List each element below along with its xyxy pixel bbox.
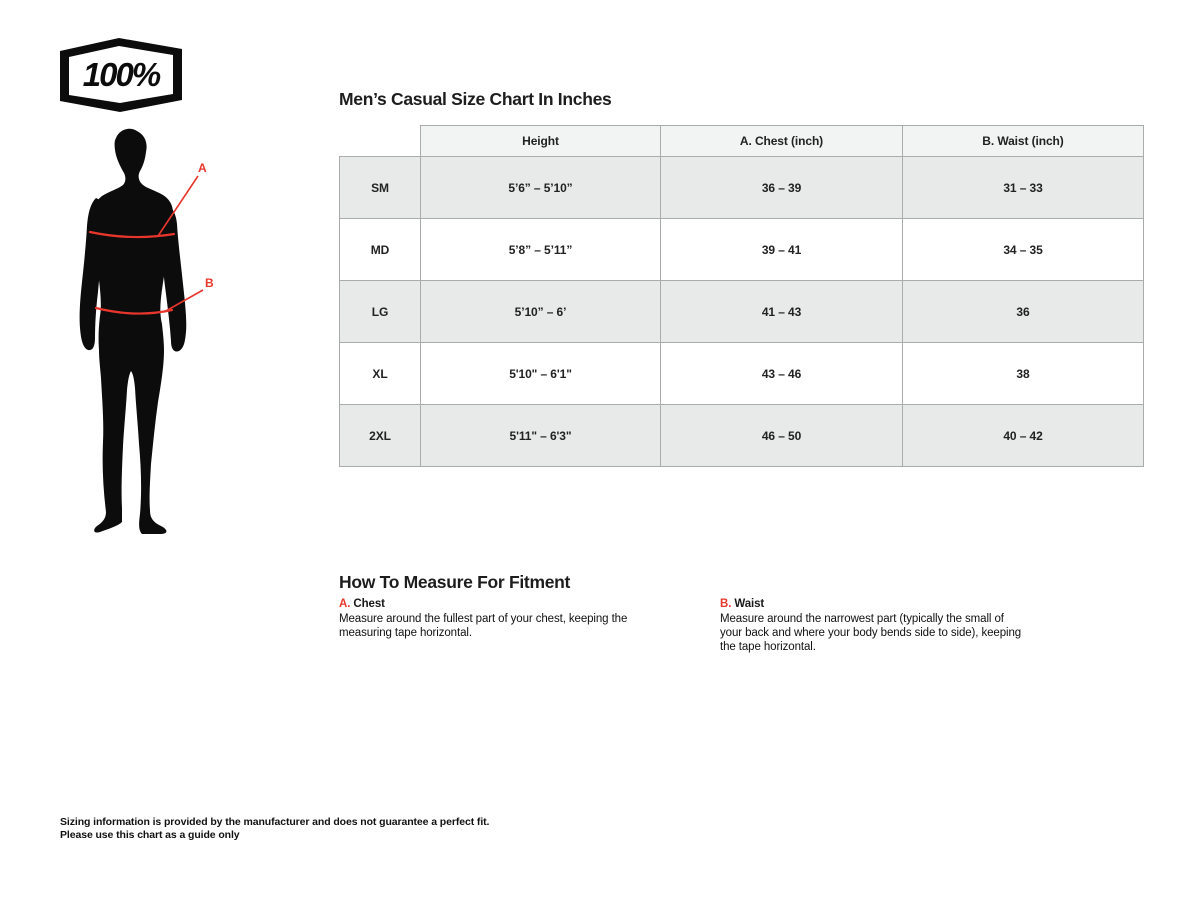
size-label: SM — [340, 157, 421, 219]
measure-item-chest — [339, 598, 639, 640]
column-header-height: Height — [421, 126, 661, 157]
height-value: 5'10" – 6'1" — [421, 343, 661, 405]
size-chart-table — [339, 125, 1144, 467]
column-header-waist: B. Waist (inch) — [903, 126, 1144, 157]
measure-letter-b: B. — [720, 598, 732, 610]
measure-item-chest-label — [339, 598, 639, 610]
logo-text: 100% — [82, 56, 160, 93]
measure-name-chest: Chest — [353, 598, 385, 610]
measure-item-waist — [720, 598, 1025, 654]
chest-value: 46 – 50 — [661, 405, 903, 467]
waist-value: 40 – 42 — [903, 405, 1144, 467]
silhouette-left-arm — [80, 198, 102, 350]
table-row-2xl — [340, 405, 1144, 467]
disclaimer-line-1: Sizing information is provided by the manufacturer and does not guarantee a perfect fit. — [60, 816, 490, 828]
column-header-chest: A. Chest (inch) — [661, 126, 903, 157]
height-value: 5’8” – 5’11” — [421, 219, 661, 281]
blank-header-cell — [340, 126, 421, 157]
measure-item-waist-label — [720, 598, 1025, 610]
size-chart-title: Men’s Casual Size Chart In Inches — [339, 89, 612, 109]
sizing-disclaimer — [60, 816, 520, 842]
height-value: 5’6” – 5’10” — [421, 157, 661, 219]
measure-description-waist: Measure around the narrowest part (typically the small of your back and where your body bends side to side), keeping the tape horizontal. — [720, 613, 1022, 653]
size-label: LG — [340, 281, 421, 343]
measure-letter-a: A. — [339, 598, 351, 610]
waist-value: 36 — [903, 281, 1144, 343]
waist-value: 38 — [903, 343, 1144, 405]
waist-callout-label: B — [205, 276, 214, 290]
size-label: MD — [340, 219, 421, 281]
silhouette-body — [93, 129, 173, 534]
male-silhouette-figure — [58, 128, 218, 548]
size-label: 2XL — [340, 405, 421, 467]
measure-section-title: How To Measure For Fitment — [339, 572, 571, 592]
waist-value: 34 – 35 — [903, 219, 1144, 281]
waist-value: 31 – 33 — [903, 157, 1144, 219]
chest-value: 41 – 43 — [661, 281, 903, 343]
size-label: XL — [340, 343, 421, 405]
measure-name-waist: Waist — [734, 598, 765, 610]
measure-description-chest: Measure around the fullest part of your chest, keeping the measuring tape horizontal. — [339, 613, 628, 639]
header-row — [340, 126, 1144, 157]
height-value: 5’10” – 6’ — [421, 281, 661, 343]
chest-value: 36 – 39 — [661, 157, 903, 219]
table-row-lg — [340, 281, 1144, 343]
chest-callout-label: A — [198, 161, 207, 175]
table-row-md — [340, 219, 1144, 281]
table-row-xl — [340, 343, 1144, 405]
table-row-sm — [340, 157, 1144, 219]
brand-logo-100-percent — [60, 38, 182, 112]
disclaimer-line-2: Please use this chart as a guide only — [60, 829, 240, 841]
height-value: 5'11" – 6'3" — [421, 405, 661, 467]
chest-value: 43 – 46 — [661, 343, 903, 405]
chest-value: 39 – 41 — [661, 219, 903, 281]
